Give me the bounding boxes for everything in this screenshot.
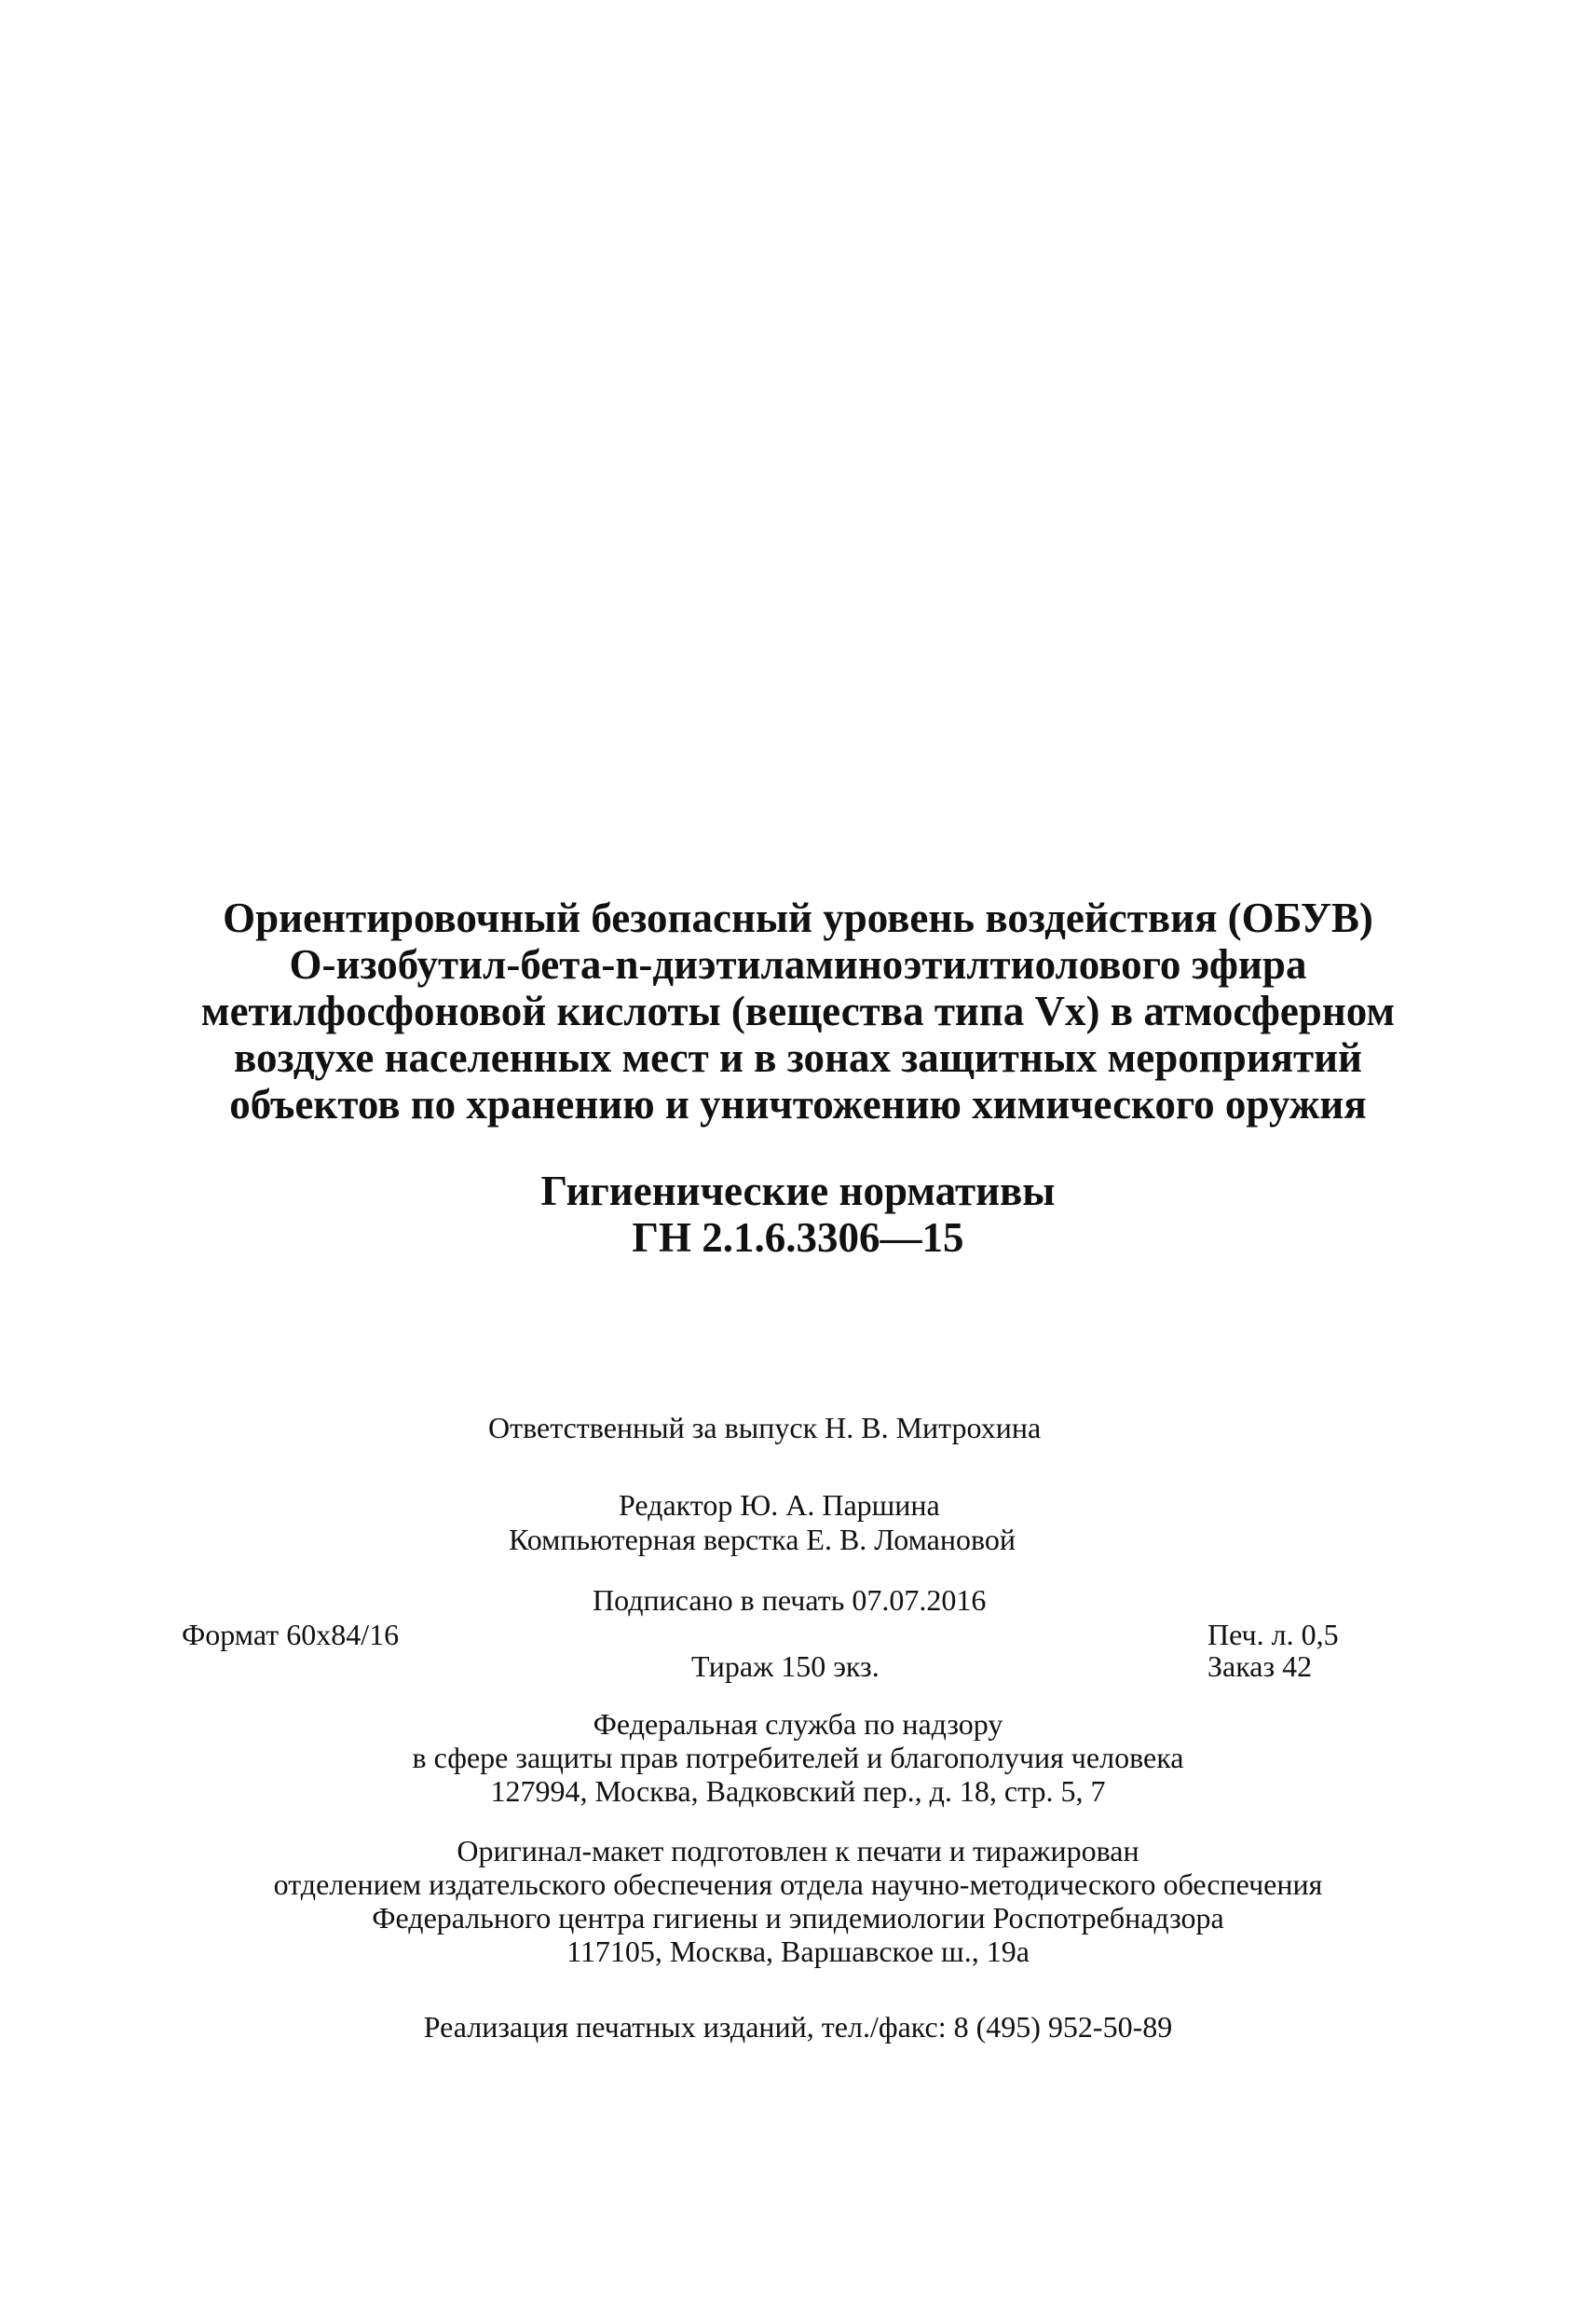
circulation-line: Тираж 150 экз. bbox=[691, 1649, 880, 1683]
signed-line: Подписано в печать 07.07.2016 bbox=[593, 1583, 987, 1617]
title-line: Ориентировочный безопасный уровень воздействия (ОБУВ) bbox=[223, 895, 1373, 941]
norms-block bbox=[0, 1168, 1596, 1261]
publisher-block bbox=[0, 1707, 1596, 1808]
document-title bbox=[0, 895, 1596, 1128]
sales-line: Реализация печатных изданий, тел./факс: 8 (495) 952-50-89 bbox=[423, 2010, 1173, 2044]
printer-line: Оригинал-макет подготовлен к печати и тиражирован bbox=[457, 1834, 1139, 1867]
layout-line: Компьютерная верстка Е. В. Ломановой bbox=[509, 1523, 1016, 1556]
editor-line: Редактор Ю. А. Паршина bbox=[619, 1488, 940, 1522]
responsible-line: Ответственный за выпуск Н. В. Митрохина bbox=[488, 1411, 1042, 1444]
publisher-line: 127994, Москва, Вадковский пер., д. 18, стр. 5, 7 bbox=[490, 1774, 1106, 1808]
printer-line: 117105, Москва, Варшавское ш., 19а bbox=[566, 1935, 1030, 1968]
norms-code: ГН 2.1.6.3306—15 bbox=[632, 1214, 964, 1261]
publisher-line: Федеральная служба по надзору bbox=[593, 1707, 1003, 1741]
title-line: объектов по хранению и уничтожению химического оружия bbox=[229, 1081, 1367, 1128]
publisher-line: в сфере защиты прав потребителей и благополучия человека bbox=[412, 1741, 1184, 1774]
format-line: Формат 60x84/16 bbox=[182, 1618, 400, 1651]
printer-block bbox=[0, 1834, 1596, 1968]
title-line: метилфосфоновой кислоты (вещества типа Vx) в атмосферном bbox=[200, 988, 1396, 1034]
norms-heading: Гигиенические нормативы bbox=[540, 1168, 1056, 1214]
title-line: О-изобутил-бета-n-диэтиламиноэтилтиолового эфира bbox=[289, 941, 1307, 988]
printer-line: отделением издательского обеспечения отдела научно-методического обеспечения bbox=[273, 1867, 1323, 1901]
printer-line: Федерального центра гигиены и эпидемиологии Роспотребнадзора bbox=[372, 1901, 1224, 1935]
sheets-line: Печ. л. 0,5 bbox=[1207, 1618, 1339, 1651]
title-line: воздухе населенных мест и в зонах защитных мероприятий bbox=[233, 1034, 1362, 1081]
order-line: Заказ 42 bbox=[1207, 1649, 1313, 1683]
